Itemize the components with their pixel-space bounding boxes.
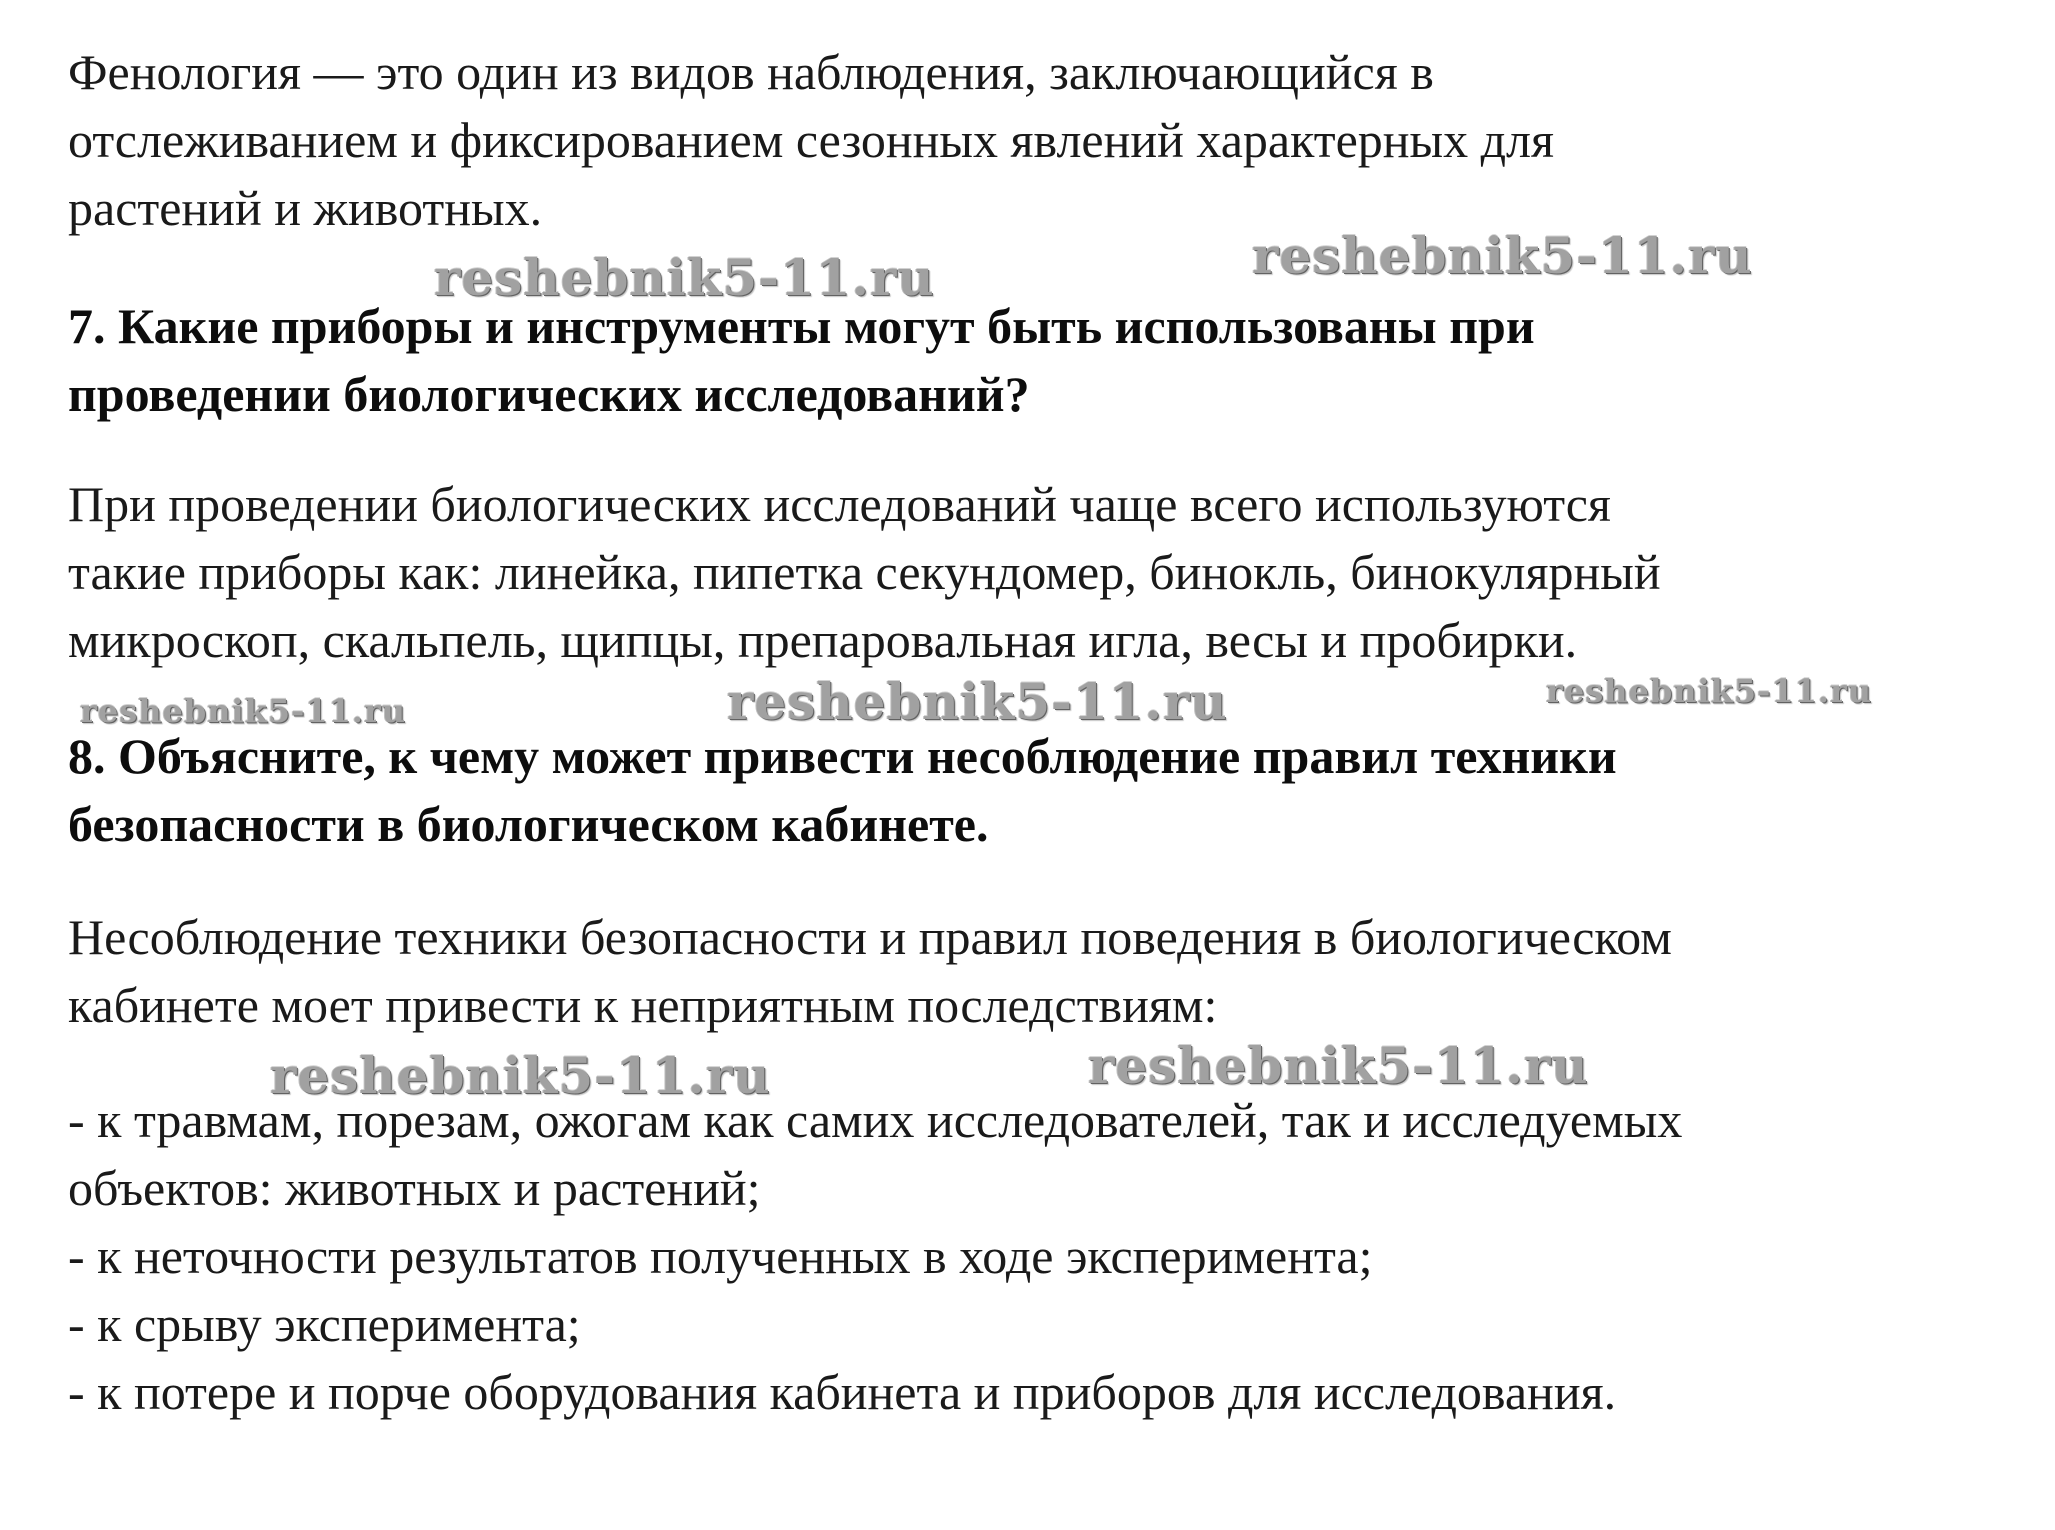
watermark: reshebnik5-11.ru bbox=[270, 1046, 771, 1105]
watermark: reshebnik5-11.ru bbox=[1252, 226, 1753, 285]
answer-line: При проведении биологических исследований чаще всего используются bbox=[68, 476, 1611, 532]
watermark: reshebnik5-11.ru bbox=[1546, 672, 1873, 710]
list-item: объектов: животных и растений; bbox=[68, 1160, 761, 1216]
list-item: - к потере и порче оборудования кабинета и приборов для исследования. bbox=[68, 1364, 1617, 1420]
question-8-answer bbox=[68, 903, 2018, 1039]
answer-line: кабинете моет привести к неприятным последствиям: bbox=[68, 977, 1218, 1033]
list-item: - к травмам, порезам, ожогам как самих исследователей, так и исследуемых bbox=[68, 1092, 1683, 1148]
heading-line: проведении биологических исследований? bbox=[68, 366, 1030, 422]
heading-line: безопасности в биологическом кабинете. bbox=[68, 796, 989, 852]
list-item: - к срыву эксперимента; bbox=[68, 1296, 581, 1352]
heading-line: 7. Какие приборы и инструменты могут быть использованы при bbox=[68, 298, 1535, 354]
watermark: reshebnik5-11.ru bbox=[1088, 1036, 1589, 1095]
watermark: reshebnik5-11.ru bbox=[727, 672, 1228, 731]
watermark: reshebnik5-11.ru bbox=[434, 248, 935, 307]
question-7-heading bbox=[68, 292, 2018, 428]
intro-line: Фенология — это один из видов наблюдения, заключающийся в bbox=[68, 44, 1434, 100]
watermark: reshebnik5-11.ru bbox=[80, 692, 407, 730]
question-7-answer bbox=[68, 470, 2018, 674]
list-item: - к неточности результатов полученных в ходе эксперимента; bbox=[68, 1228, 1373, 1284]
intro-line: отслеживанием и фиксированием сезонных явлений характерных для bbox=[68, 112, 1555, 168]
answer-line: такие приборы как: линейка, пипетка секундомер, бинокль, бинокулярный bbox=[68, 544, 1661, 600]
answer-line: микроскоп, скальпель, щипцы, препаровальная игла, весы и пробирки. bbox=[68, 612, 1578, 668]
question-8-heading bbox=[68, 722, 2018, 858]
heading-line: 8. Объясните, к чему может привести несоблюдение правил техники bbox=[68, 728, 1617, 784]
consequences-list bbox=[68, 1086, 2028, 1426]
answer-line: Несоблюдение техники безопасности и правил поведения в биологическом bbox=[68, 909, 1672, 965]
intro-paragraph bbox=[68, 38, 2018, 242]
intro-line: растений и животных. bbox=[68, 180, 543, 236]
